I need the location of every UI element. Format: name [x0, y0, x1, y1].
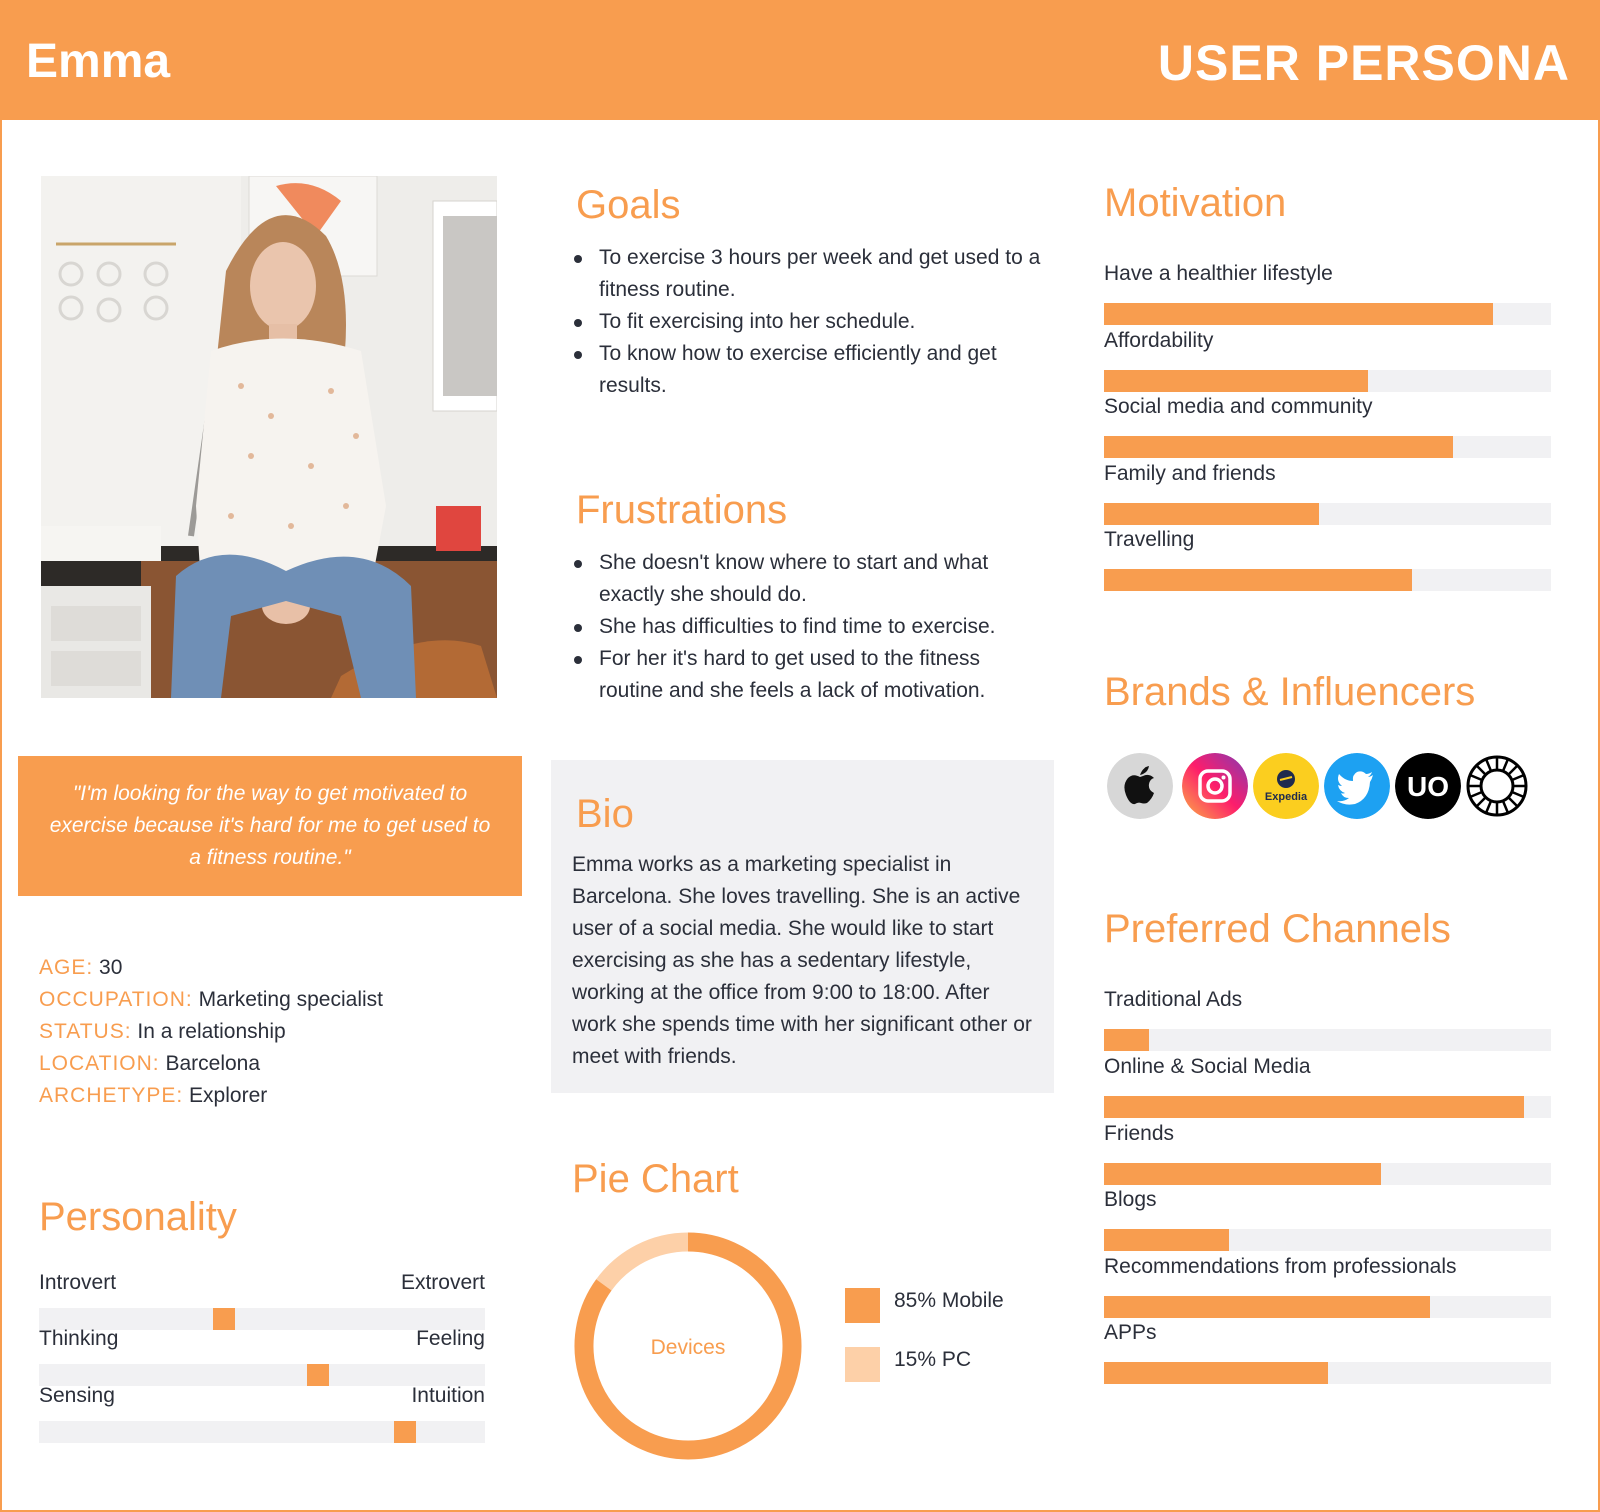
list-item: She has difficulties to find time to exercise.	[572, 611, 1042, 643]
channel-bar	[1104, 987, 1551, 1013]
header-bar	[2, 2, 1600, 120]
goals-list	[572, 242, 1042, 402]
scale-marker	[307, 1364, 329, 1386]
channels-title: Preferred Channels	[1104, 907, 1451, 951]
bar-fill	[1104, 303, 1493, 325]
bar-label: APPs	[1104, 1321, 1157, 1344]
bar-track	[1104, 1296, 1551, 1318]
persona-name: Emma	[26, 35, 171, 88]
scale-right-label: Feeling	[416, 1327, 485, 1350]
bar-label: Recommendations from professionals	[1104, 1255, 1457, 1278]
pie-chart	[572, 1230, 804, 1462]
bar-label: Travelling	[1104, 528, 1195, 551]
bar-label: Blogs	[1104, 1188, 1157, 1211]
motivation-bar	[1104, 261, 1551, 287]
fact-key: STATUS:	[39, 1020, 132, 1043]
fact-age	[39, 952, 509, 984]
goals-title: Goals	[576, 183, 681, 227]
bar-track	[1104, 1229, 1551, 1251]
brands-title: Brands & Influencers	[1104, 670, 1476, 714]
bar-fill	[1104, 370, 1368, 392]
fact-key: LOCATION:	[39, 1052, 160, 1075]
fact-location	[39, 1048, 509, 1080]
pie-chart-title: Pie Chart	[572, 1157, 739, 1201]
fact-value: Barcelona	[165, 1052, 261, 1075]
bar-label: Traditional Ads	[1104, 988, 1243, 1011]
list-item: She doesn't know where to start and what exactly she should do.	[572, 547, 1042, 611]
persona-quote: "I'm looking for the way to get motivated to exercise because it's hard for me to get used to a fitness routine."	[49, 782, 491, 869]
bar-label: Affordability	[1104, 329, 1214, 352]
bar-track	[1104, 1362, 1551, 1384]
legend-label-mobile: 85% Mobile	[894, 1289, 1004, 1312]
bar-track	[1104, 1029, 1551, 1051]
bar-track	[1104, 370, 1551, 392]
bar-track	[1104, 503, 1551, 525]
fact-value: Explorer	[189, 1084, 268, 1107]
fact-occupation	[39, 984, 509, 1016]
bar-track	[1104, 436, 1551, 458]
persona-facts	[39, 952, 509, 1112]
bio-text: Emma works as a marketing specialist in Barcelona. She loves travelling. She is an active user of a social media. She would like to start exercising as she has a sedentary lifestyle, working at the office from 9:00 to 18:00. After work she spends time with her significant other or meet with friends.	[572, 853, 1032, 1068]
instagram-icon	[1182, 753, 1248, 819]
pie-center-label: Devices	[650, 1336, 726, 1359]
fact-value: Marketing specialist	[198, 988, 383, 1011]
bar-label: Friends	[1104, 1122, 1175, 1145]
bar-fill	[1104, 503, 1319, 525]
scale-right-label: Intuition	[411, 1384, 485, 1407]
bar-track	[1104, 1096, 1551, 1118]
svg-text:UO: UO	[1407, 771, 1449, 802]
svg-text:Expedia: Expedia	[1264, 791, 1308, 803]
legend-swatch-pc	[845, 1347, 880, 1382]
bar-fill	[1104, 1229, 1229, 1251]
document-title: USER PERSONA	[1157, 35, 1570, 91]
bar-fill	[1104, 1296, 1430, 1318]
motivation-bar	[1104, 461, 1551, 487]
scale-marker	[394, 1421, 416, 1443]
bar-fill	[1104, 1362, 1328, 1384]
expedia-icon	[1253, 753, 1319, 819]
scale-left-label: Thinking	[39, 1327, 119, 1350]
fact-key: OCCUPATION:	[39, 988, 193, 1011]
bar-fill	[1104, 1163, 1381, 1185]
list-item: To exercise 3 hours per week and get used to a fitness routine.	[572, 242, 1042, 306]
bar-fill	[1104, 1029, 1149, 1051]
scale-left-label: Sensing	[39, 1384, 115, 1407]
scale-right-label: Extrovert	[400, 1271, 485, 1294]
frustrations-list	[572, 547, 1042, 707]
scale-track	[39, 1421, 485, 1443]
fact-value: 30	[99, 956, 123, 979]
pie-chart-svg	[572, 1230, 804, 1462]
persona-photo	[41, 176, 497, 698]
apple-icon	[1107, 753, 1173, 819]
bar-label: Online & Social Media	[1104, 1055, 1311, 1078]
channel-bar	[1104, 1254, 1551, 1280]
bar-label: Family and friends	[1104, 462, 1276, 485]
fact-value: In a relationship	[137, 1020, 286, 1043]
motivation-title: Motivation	[1104, 181, 1287, 225]
legend-label-pc: 15% PC	[894, 1348, 972, 1371]
bar-track	[1104, 569, 1551, 591]
frustrations-title: Frustrations	[576, 488, 788, 532]
bar-track	[1104, 1163, 1551, 1185]
urban-outfitters-icon	[1395, 753, 1461, 819]
bar-label: Have a healthier lifestyle	[1104, 262, 1333, 285]
motivation-bar	[1104, 328, 1551, 354]
bio-title: Bio	[576, 792, 634, 836]
list-item: To know how to exercise efficiently and get results.	[572, 338, 1042, 402]
legend-swatch-mobile	[845, 1288, 880, 1323]
fact-status	[39, 1016, 509, 1048]
quote-box	[18, 756, 522, 896]
bar-fill	[1104, 569, 1412, 591]
motivation-bar	[1104, 394, 1551, 420]
list-item: For her it's hard to get used to the fitness routine and she feels a lack of motivation.	[572, 643, 1042, 707]
list-item: To fit exercising into her schedule.	[572, 306, 1042, 338]
twitter-icon	[1324, 753, 1390, 819]
pie-slice-pc	[604, 1242, 688, 1285]
bar-fill	[1104, 1096, 1524, 1118]
fact-key: AGE:	[39, 956, 94, 979]
bar-fill	[1104, 436, 1453, 458]
fact-key: ARCHETYPE:	[39, 1084, 184, 1107]
scale-left-label: Introvert	[39, 1271, 117, 1294]
motivation-bar	[1104, 527, 1551, 553]
bar-track	[1104, 303, 1551, 325]
bar-label: Social media and community	[1104, 395, 1373, 418]
channel-bar	[1104, 1320, 1551, 1346]
channel-bar	[1104, 1121, 1551, 1147]
personality-title: Personality	[39, 1195, 237, 1239]
vsco-icon	[1464, 753, 1530, 819]
fact-archetype	[39, 1080, 509, 1112]
scale-marker	[213, 1308, 235, 1330]
channel-bar	[1104, 1054, 1551, 1080]
channel-bar	[1104, 1187, 1551, 1213]
